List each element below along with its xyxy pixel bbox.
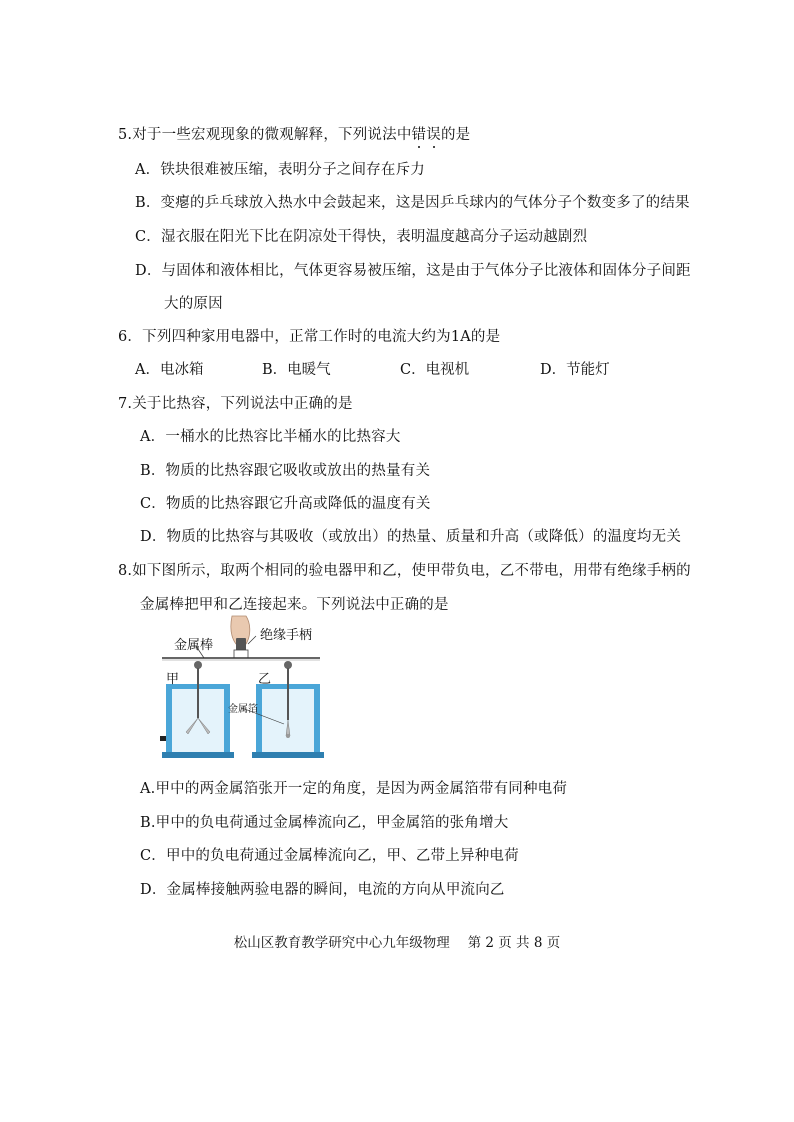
q7-option-d: D．物质的比热容与其吸收（或放出）的热量、质量和升高（或降低）的温度均无关 bbox=[140, 529, 682, 545]
emphasis-mark: 错 bbox=[411, 127, 427, 143]
q5-option-d-cont: 大的原因 bbox=[164, 296, 223, 312]
label-metal-foil: 金属箔 bbox=[228, 704, 258, 715]
q8-stem-cont: 金属棒把甲和乙连接起来。下列说法中正确的是 bbox=[140, 597, 449, 613]
q8-option-c: C．甲中的负电荷通过金属棒流向乙，甲、乙带上异种电荷 bbox=[140, 848, 519, 864]
q5-option-c: C．湿衣服在阳光下比在阴凉处干得快，表明温度越高分子运动越剧烈 bbox=[135, 229, 588, 245]
q8-option-b: B.甲中的负电荷通过金属棒流向乙，甲金属箔的张角增大 bbox=[140, 815, 509, 831]
q5-option-a: A．铁块很难被压缩，表明分子之间存在斥力 bbox=[135, 162, 425, 178]
q7-option-a: A．一桶水的比热容比半桶水的比热容大 bbox=[140, 429, 401, 445]
label-yi: 乙 bbox=[258, 672, 272, 687]
page-footer: 松山区教育教学研究中心九年级物理 第 2 页 共 8 页 bbox=[233, 935, 561, 951]
q8-option-d: D．金属棒接触两验电器的瞬间，电流的方向从甲流向乙 bbox=[140, 882, 505, 898]
q6-option-a: A．电冰箱 bbox=[135, 362, 204, 378]
electroscope-figure bbox=[160, 612, 330, 762]
q7-option-c: C．物质的比热容跟它升高或降低的温度有关 bbox=[140, 496, 431, 512]
label-jia: 甲 bbox=[166, 672, 180, 687]
q6-option-d: D．节能灯 bbox=[540, 362, 610, 378]
q7-stem: 7.关于比热容，下列说法中正确的是 bbox=[118, 396, 353, 412]
q8-option-a: A.甲中的两金属箔张开一定的角度，是因为两金属箔带有同种电荷 bbox=[140, 781, 568, 797]
q7-option-b: B．物质的比热容跟它吸收或放出的热量有关 bbox=[140, 463, 431, 479]
label-insulating-handle: 绝缘手柄 bbox=[260, 628, 313, 643]
q6-stem: 6．下列四种家用电器中，正常工作时的电流大约为1A的是 bbox=[118, 329, 501, 345]
q8-stem: 8.如下图所示，取两个相同的验电器甲和乙，使甲带负电，乙不带电，用带有绝缘手柄的 bbox=[118, 563, 691, 579]
q6-option-b: B．电暖气 bbox=[262, 362, 331, 378]
q6-option-c: C．电视机 bbox=[400, 362, 470, 378]
handle-clip bbox=[234, 650, 248, 658]
emphasis-mark: 误 bbox=[426, 127, 441, 143]
q5-stem: 5.对于一些宏观现象的微观解释，下列说法中错误的是 bbox=[118, 127, 471, 143]
q5-option-d: D．与固体和液体相比，气体更容易被压缩，这是由于气体分子比液体和固体分子间距 bbox=[135, 263, 691, 279]
label-metal-rod: 金属棒 bbox=[174, 638, 214, 653]
q5-option-b: B．变瘪的乒乓球放入热水中会鼓起来，这是因乒乓球内的气体分子个数变多了的结果 bbox=[135, 195, 690, 211]
